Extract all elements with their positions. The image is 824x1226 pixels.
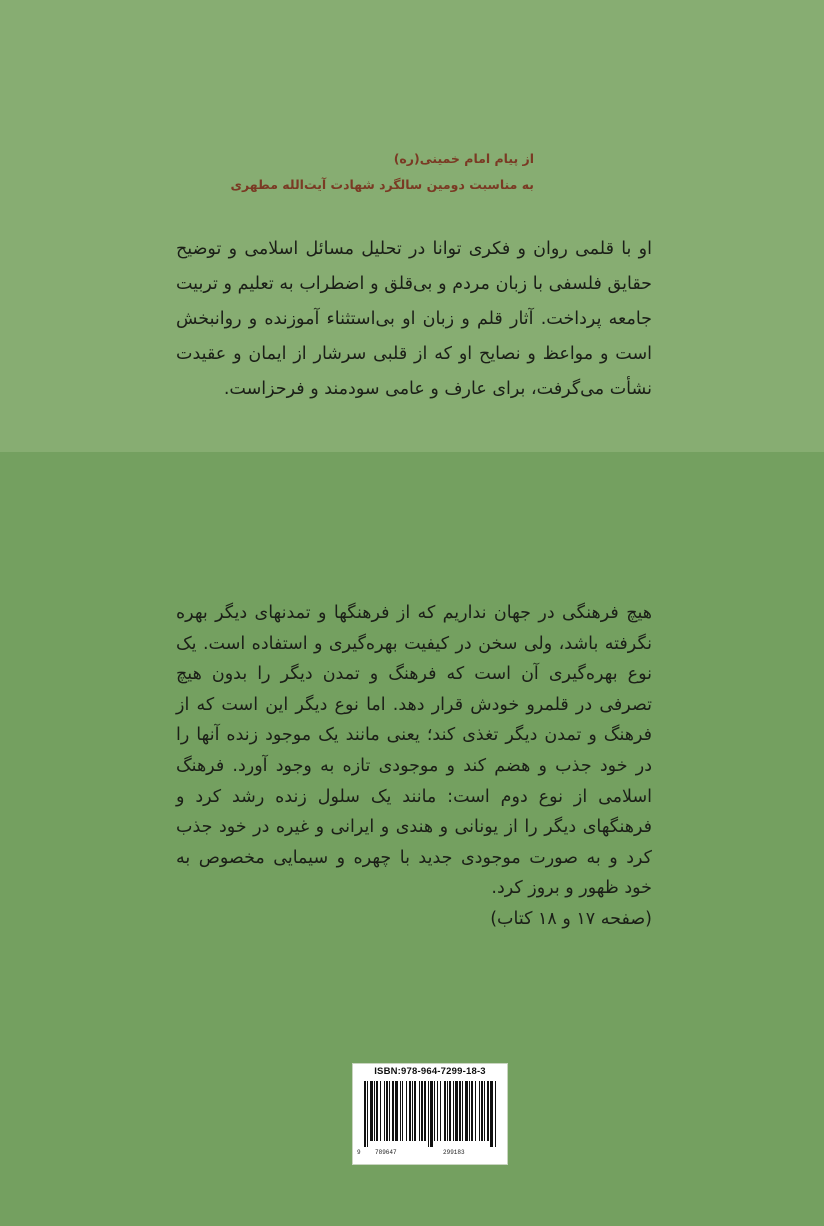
barcode-bar <box>402 1081 403 1141</box>
barcode-icon <box>364 1081 496 1147</box>
barcode-bar <box>465 1081 468 1141</box>
source-line-1: از پیام امام خمینی(ره) <box>393 151 534 166</box>
quote-text: او با قلمی روان و فکری توانا در تحلیل مسائل اسلامی و توضیح حقایق فلسفی با زبان مردم و بی‌قلق و اضطراب به تعلیم و تربیت جامعه پرداخت. آثار قلم و زبان او بی‌استثناء آموزنده و روانبخش است و مواعظ و نصایح او که از قلبی سرشار از ایمان و عقیدت نشأت می‌گرفت، برای عارف و عامی سودمند و فرحزاست. <box>176 239 652 399</box>
barcode-bar <box>389 1081 390 1141</box>
barcode-bar <box>453 1081 454 1141</box>
barcode-bar <box>409 1081 411 1141</box>
barcode-bar <box>479 1081 480 1141</box>
barcode-digits-right: 299183 <box>443 1149 465 1156</box>
barcode-bar <box>495 1081 496 1147</box>
barcode-bar <box>412 1081 413 1141</box>
quote-block <box>176 232 652 407</box>
barcode-bar <box>440 1081 441 1141</box>
barcode-bar <box>437 1081 438 1141</box>
barcode-bar <box>471 1081 473 1141</box>
excerpt-text: هیچ فرهنگی در جهان نداریم که از فرهنگها و تمدنهای دیگر بهره نگرفته باشد، ولی سخن در کیفیت بهره‌گیری و استفاده است. یک نوع بهره‌گیری آن است که فرهنگ و تمدن دیگر را بدون هیچ تصرفی در قلمرو خودش قرار دهد. اما نوع دیگر این است که از فرهنگ و تمدن دیگر تغذی کند؛ یعنی مانند یک موجود زنده آنها را در خود جذب و هضم کند و موجودی تازه به وجود آورد. فرهنگ اسلامی از نوع دوم است: مانند یک سلول زنده رشد کرد و فرهنگهای دیگر را از یونانی و هندی و ایرانی و غیره در خود جذب کرد و به صورت موجودی جدید با چهره و سیمایی مخصوص به خود ظهور و بروز کرد. <box>176 603 652 899</box>
barcode-bar <box>374 1081 375 1141</box>
barcode-bar <box>392 1081 394 1141</box>
barcode-bar <box>367 1081 368 1147</box>
barcode-label <box>352 1063 508 1165</box>
barcode-bar <box>444 1081 446 1141</box>
barcode-bar <box>481 1081 483 1141</box>
barcode-bar <box>449 1081 451 1141</box>
barcode-bar <box>395 1081 398 1141</box>
barcode-bar <box>419 1081 420 1141</box>
barcode-bar <box>384 1081 385 1141</box>
barcode-bar <box>447 1081 448 1141</box>
barcode-bar <box>380 1081 381 1141</box>
barcode-bar <box>414 1081 416 1141</box>
barcode-bar <box>487 1081 489 1141</box>
barcode-bar <box>475 1081 476 1141</box>
barcode-bar <box>406 1081 407 1141</box>
book-excerpt <box>176 598 652 935</box>
barcode-bar <box>424 1081 426 1141</box>
barcode-bar <box>428 1081 429 1147</box>
barcode-digits-mid: 789647 <box>375 1149 397 1156</box>
barcode-bar <box>370 1081 373 1141</box>
barcode-digit-left: 9 <box>357 1149 361 1156</box>
barcode-bar <box>490 1081 493 1147</box>
barcode-bar <box>462 1081 463 1141</box>
barcode-bar <box>364 1081 366 1147</box>
isbn-number: ISBN:978-964-7299-18-3 <box>374 1066 486 1077</box>
barcode-bar <box>469 1081 470 1141</box>
barcode-bar <box>421 1081 423 1141</box>
barcode-bar <box>434 1081 435 1141</box>
source-line-2: به مناسبت دومین سالگرد شهادت آیت‌الله مطهری <box>230 177 534 192</box>
barcode-bar <box>455 1081 458 1141</box>
quote-source <box>134 146 534 198</box>
barcode-bar <box>386 1081 388 1141</box>
barcode-bar <box>459 1081 461 1141</box>
barcode-bar <box>400 1081 401 1141</box>
barcode-bar <box>430 1081 433 1147</box>
barcode-bar <box>484 1081 485 1141</box>
excerpt-page-reference: (صفحه ۱۷ و ۱۸ کتاب) <box>490 908 652 929</box>
barcode-bar <box>376 1081 378 1141</box>
